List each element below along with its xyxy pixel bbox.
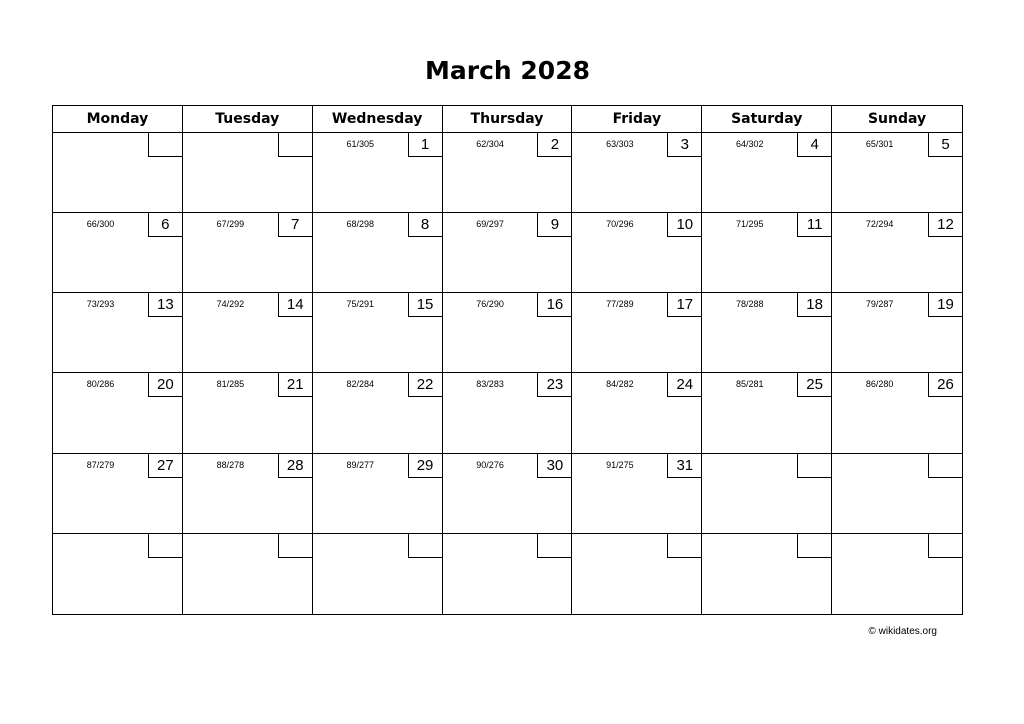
day-of-year: 82/284 [346, 379, 374, 390]
day-cell [53, 133, 183, 213]
day-cell [702, 534, 832, 614]
day-cell [832, 454, 962, 534]
day-cell [53, 454, 183, 534]
day-cell [443, 213, 573, 293]
day-number: 5 [928, 133, 962, 157]
day-of-year: 78/288 [736, 299, 764, 310]
day-cell [572, 213, 702, 293]
day-number [667, 534, 701, 558]
day-cell [702, 373, 832, 453]
day-of-year: 73/293 [86, 299, 115, 310]
day-of-year: 66/300 [86, 219, 115, 230]
day-number: 21 [278, 373, 312, 397]
day-cell [313, 293, 443, 373]
day-of-year: 74/292 [216, 299, 245, 310]
day-number: 19 [928, 293, 962, 317]
day-number: 20 [148, 373, 182, 397]
day-cell [313, 213, 443, 293]
day-number [928, 454, 962, 478]
day-of-year: 69/297 [476, 219, 504, 230]
day-cell [832, 213, 962, 293]
day-of-year: 71/295 [736, 219, 764, 230]
day-cell [53, 373, 183, 453]
calendar-title: March 2028 [425, 56, 590, 85]
day-cell [53, 293, 183, 373]
weekday-header-thursday: Thursday [443, 106, 573, 133]
day-number [148, 534, 182, 558]
day-cell [702, 213, 832, 293]
day-number: 6 [148, 213, 182, 237]
day-cell [572, 133, 702, 213]
day-cell [572, 373, 702, 453]
day-of-year: 72/294 [865, 219, 894, 230]
day-cell [443, 454, 573, 534]
day-cell [183, 373, 313, 453]
day-number: 23 [537, 373, 571, 397]
day-of-year: 85/281 [736, 379, 764, 390]
weekday-header-tuesday: Tuesday [183, 106, 313, 133]
day-number: 11 [797, 213, 831, 237]
day-number: 10 [667, 213, 701, 237]
day-number [797, 454, 831, 478]
day-cell [832, 293, 962, 373]
day-number: 2 [537, 133, 571, 157]
day-number: 4 [797, 133, 831, 157]
day-cell [53, 213, 183, 293]
day-number [278, 133, 312, 157]
day-number: 22 [408, 373, 442, 397]
day-cell [53, 534, 183, 614]
day-of-year: 83/283 [476, 379, 504, 390]
day-number: 24 [667, 373, 701, 397]
day-cell [443, 293, 573, 373]
day-cell [832, 373, 962, 453]
day-number: 18 [797, 293, 831, 317]
calendar-grid [52, 105, 963, 615]
day-cell [443, 534, 573, 614]
weekday-header-wednesday: Wednesday [313, 106, 443, 133]
day-cell [183, 213, 313, 293]
day-cell [702, 454, 832, 534]
day-number [148, 133, 182, 157]
day-of-year: 84/282 [606, 379, 634, 390]
day-cell [832, 534, 962, 614]
day-cell [443, 133, 573, 213]
day-of-year: 86/280 [865, 379, 894, 390]
day-cell [313, 133, 443, 213]
day-of-year: 91/275 [606, 459, 634, 470]
day-number: 29 [408, 454, 442, 478]
day-of-year: 87/279 [86, 459, 115, 470]
day-of-year: 90/276 [476, 459, 504, 470]
day-of-year: 70/296 [606, 219, 634, 230]
day-number: 30 [537, 454, 571, 478]
day-of-year: 65/301 [865, 139, 894, 149]
day-number: 14 [278, 293, 312, 317]
day-number: 7 [278, 213, 312, 237]
day-number: 17 [667, 293, 701, 317]
day-number: 12 [928, 213, 962, 237]
day-number [537, 534, 571, 558]
day-cell [183, 133, 313, 213]
day-number [928, 534, 962, 558]
day-number: 26 [928, 373, 962, 397]
day-number [797, 534, 831, 558]
day-of-year: 77/289 [606, 299, 634, 310]
day-number: 16 [537, 293, 571, 317]
day-of-year: 63/303 [606, 139, 634, 149]
weekday-header-saturday: Saturday [702, 106, 832, 133]
day-of-year: 80/286 [86, 379, 115, 390]
day-number: 8 [408, 213, 442, 237]
copyright-footer: © wikidates.org [868, 626, 937, 637]
day-of-year: 88/278 [216, 459, 245, 470]
day-number: 15 [408, 293, 442, 317]
day-of-year: 68/298 [346, 219, 374, 230]
day-cell [702, 133, 832, 213]
day-of-year: 79/287 [865, 299, 894, 310]
day-number [278, 534, 312, 558]
day-of-year: 61/305 [346, 139, 374, 149]
day-of-year: 67/299 [216, 219, 245, 230]
day-cell [572, 454, 702, 534]
day-cell [183, 293, 313, 373]
day-number: 27 [148, 454, 182, 478]
day-of-year: 62/304 [476, 139, 504, 149]
day-of-year: 64/302 [736, 139, 764, 149]
day-cell [572, 293, 702, 373]
weekday-header-friday: Friday [572, 106, 702, 133]
day-cell [313, 373, 443, 453]
day-number: 9 [537, 213, 571, 237]
day-of-year: 76/290 [476, 299, 504, 310]
day-number: 1 [408, 133, 442, 157]
day-number [408, 534, 442, 558]
day-cell [313, 534, 443, 614]
day-of-year: 89/277 [346, 459, 374, 470]
weekday-header-monday: Monday [53, 106, 183, 133]
day-cell [572, 534, 702, 614]
day-cell [443, 373, 573, 453]
day-number: 3 [667, 133, 701, 157]
day-of-year: 81/285 [216, 379, 245, 390]
day-of-year: 75/291 [346, 299, 374, 310]
day-cell [702, 293, 832, 373]
day-cell [183, 534, 313, 614]
weekday-header-sunday: Sunday [832, 106, 962, 133]
day-cell [832, 133, 962, 213]
day-number: 25 [797, 373, 831, 397]
day-number: 13 [148, 293, 182, 317]
day-number: 28 [278, 454, 312, 478]
day-cell [313, 454, 443, 534]
day-number: 31 [667, 454, 701, 478]
day-cell [183, 454, 313, 534]
